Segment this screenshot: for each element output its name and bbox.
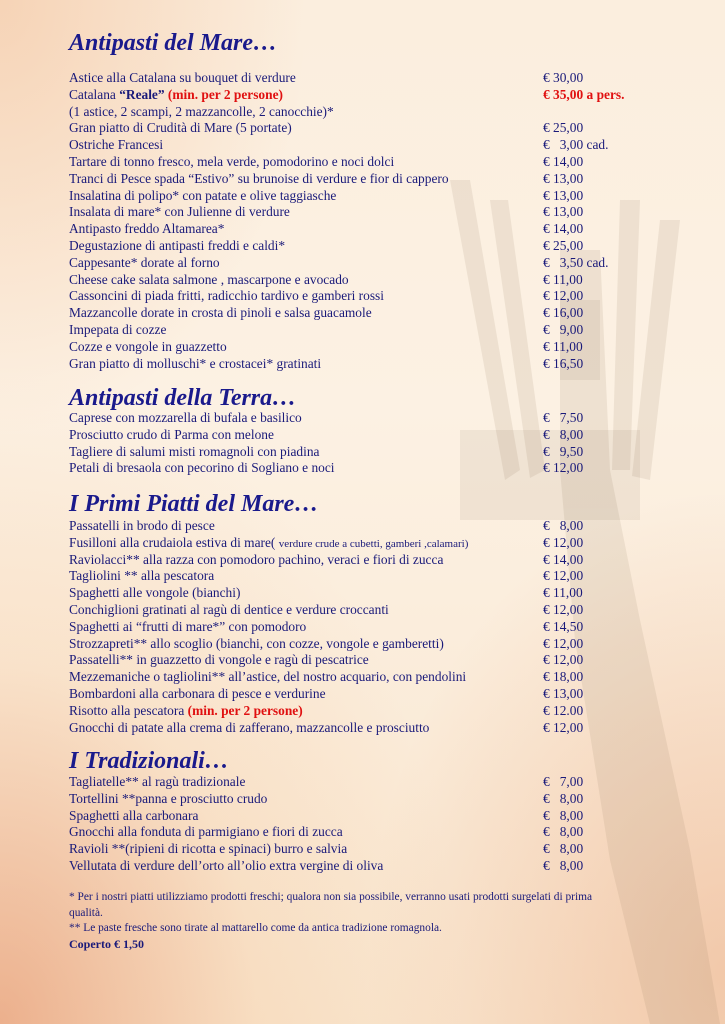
menu-item: Conchiglioni gratinati al ragù di dentice e verdure croccanti € 12,00 [69, 601, 584, 617]
cover-charge: Coperto € 1,50 [69, 936, 144, 951]
menu-item: Cozze e vongole in guazzetto € 11,00 [69, 338, 583, 354]
menu-item: Petali di bresaola con pecorino di Sogliano e noci € 12,00 [69, 460, 584, 476]
section-list-primi-mare [69, 518, 669, 736]
menu-item: Gnocchi alla fonduta di parmigiano e fiori di zucca € 8,00 [69, 824, 584, 840]
menu-item: Caprese con mozzarella di bufala e basilico € 7,50 [69, 410, 584, 425]
menu-item: Insalata di mare* con Julienne di verdure € 13,00 [69, 204, 584, 220]
menu-item: Catalana “Reale” (min. per 2 persone) € 35,00 a pers. [69, 86, 625, 102]
menu-item: Insalatina di polipo* con patate e olive taggiasche € 13,00 [69, 187, 584, 203]
footnote-fresh-products: * Per i nostri piatti utilizziamo prodotti freschi; qualora non sia possibile, verranno usati prodotti surgelati di prima qualità. [69, 891, 593, 919]
menu-item: Vellutata di verdure dell’orto all’olio extra vergine di oliva € 8,00 [69, 857, 584, 873]
menu-item: Tagliatelle** al ragù tradizionale € 7,00 [69, 774, 584, 789]
menu-item: Spaghetti ai “frutti di mare*” con pomodoro € 14,50 [69, 618, 584, 634]
menu-item: Strozzapreti** allo scoglio (bianchi, con cozze, vongole e gamberetti) € 12,00 [69, 635, 584, 651]
menu-item: Ravioli **(ripieni di ricotta e spinaci) burro e salvia € 8,00 [69, 841, 584, 857]
menu-item: Tartare di tonno fresco, mela verde, pomodorino e noci dolci € 14,00 [69, 153, 584, 169]
section-list-tradizionali [69, 774, 669, 875]
section-list-antipasti-mare [69, 70, 669, 372]
menu-item: Antipasto freddo Altamarea* € 14,00 [69, 221, 584, 237]
menu-item: Impepata di cozze € 9,00 [69, 321, 584, 337]
section-title-primi-mare: I Primi Piatti del Mare… [69, 491, 319, 517]
menu-item: (1 astice, 2 scampi, 2 mazzancolle, 2 canocchie)* [69, 103, 334, 119]
menu-item: Risotto alla pescatora (min. per 2 persone) € 12.00 [69, 702, 584, 718]
section-title-antipasti-mare: Antipasti del Mare… [69, 30, 278, 56]
footnotes [69, 890, 609, 952]
menu-item: Spaghetti alle vongole (bianchi) € 11,00 [69, 585, 583, 601]
menu-item: Prosciutto crudo di Parma con melone € 8,00 [69, 426, 584, 442]
menu-item: Gran piatto di Crudità di Mare (5 portate) € 25,00 [69, 120, 584, 136]
menu-item: Ostriche Francesi € 3,00 cad. [69, 137, 609, 153]
menu-item: Tranci di Pesce spada “Estivo” su brunoise di verdure e fior di cappero € 13,00 [69, 170, 584, 186]
menu-item: Fusilloni alla crudaiola estiva di mare( verdure crude a cubetti, gamberi ,calamari) € 12,00 [69, 534, 584, 550]
menu-item: Gran piatto di molluschi* e crostacei* gratinati € 16,50 [69, 355, 584, 371]
menu-item: Cheese cake salata salmone , mascarpone e avocado € 11,00 [69, 271, 583, 287]
menu-item: Degustazione di antipasti freddi e caldi* € 25,00 [69, 237, 584, 253]
section-title-tradizionali: I Tradizionali… [69, 748, 229, 774]
menu-item: Tagliolini ** alla pescatora € 12,00 [69, 568, 584, 584]
footnote-fresh-pasta: ** Le paste fresche sono tirate al mattarello come da antica tradizione romagnola. [69, 922, 442, 934]
menu-item: Bombardoni alla carbonara di pesce e verdurine € 13,00 [69, 685, 584, 701]
menu-item: Tortellini **panna e prosciutto crudo € 8,00 [69, 790, 584, 806]
menu-item: Cappesante* dorate al forno € 3,50 cad. [69, 254, 609, 270]
menu-item: Spaghetti alla carbonara € 8,00 [69, 807, 584, 823]
menu-item: Passatelli in brodo di pesce € 8,00 [69, 518, 584, 533]
menu-item: Gnocchi di patate alla crema di zafferano, mazzancolle e prosciutto € 12,00 [69, 719, 584, 735]
menu-item: Mazzancolle dorate in crosta di pinoli e salsa guacamole € 16,00 [69, 305, 584, 321]
menu-item: Mezzemaniche o tagliolini** all’astice, del nostro acquario, con pendolini € 18,00 [69, 669, 584, 685]
menu-item: Raviolacci** alla razza con pomodoro pachino, veraci e fiori di zucca € 14,00 [69, 551, 584, 567]
menu-item: Tagliere di salumi misti romagnoli con piadina € 9,50 [69, 443, 584, 459]
menu-item: Passatelli** in guazzetto di vongole e ragù di pescatrice € 12,00 [69, 652, 584, 668]
menu-item: Cassoncini di piada fritti, radicchio tardivo e gamberi rossi € 12,00 [69, 288, 584, 304]
section-list-antipasti-terra [69, 410, 669, 477]
section-title-antipasti-terra: Antipasti della Terra… [69, 385, 297, 411]
menu-item: Astice alla Catalana su bouquet di verdure € 30,00 [69, 70, 584, 85]
